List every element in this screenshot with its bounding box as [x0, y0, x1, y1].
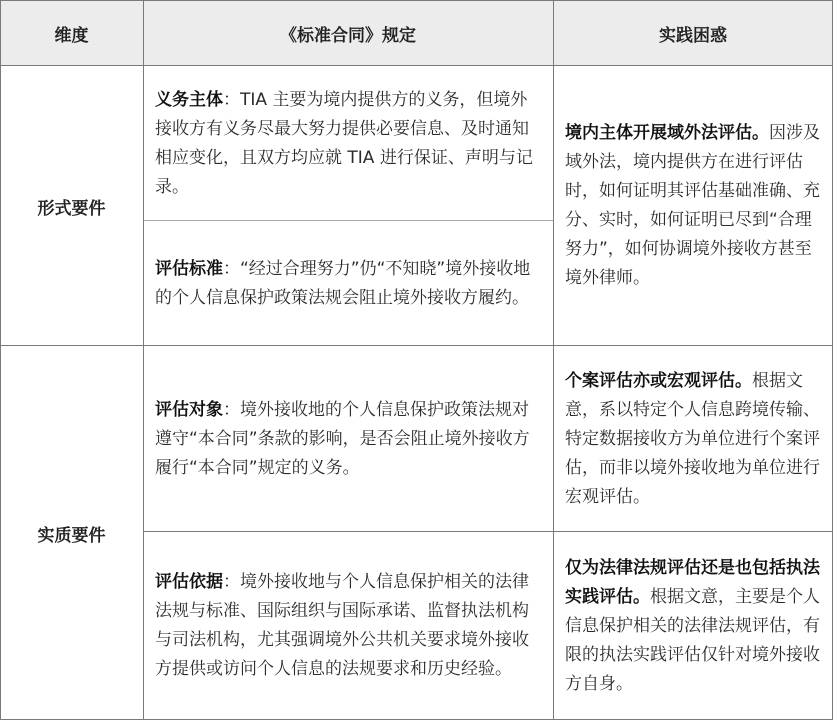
- term-separator: ：: [223, 572, 240, 592]
- law-vs-enforcement-text: 根据文意，主要是个人信息保护相关的法律法规评估，有限的执法实践评估仅针对境外接收方自身。: [565, 586, 820, 694]
- header-dimension: [0, 0, 143, 66]
- formal-practice-heading: 境内主体开展域外法评估。: [565, 123, 769, 143]
- case-vs-macro-text: 根据文意，系以特定个人信息跨境传输、特定数据接收方为单位进行个案评估，而非以境外接收地为单位进行宏观评估。: [565, 370, 820, 507]
- formal-practice-paragraph: [565, 119, 821, 293]
- formal-item-obligation-paragraph: [155, 86, 541, 202]
- border-formal-mid: [143, 220, 553, 221]
- substantive-item-basis-paragraph: [155, 568, 541, 684]
- border-formal-bottom: [0, 345, 833, 346]
- substantive-item-assessment-object: [143, 346, 553, 532]
- header-practice-confusion-label: 实践困惑: [659, 25, 727, 46]
- law-vs-enforcement-heading: 仅为法律法规评估还是也包括执法实践评估。: [565, 557, 820, 607]
- formal-item-standard-paragraph: [155, 255, 541, 313]
- case-vs-macro-heading: 个案评估亦或宏观评估。: [565, 370, 752, 391]
- border-substantive-mid: [143, 531, 833, 532]
- substantive-practice-case-vs-macro: [553, 346, 833, 532]
- term-assessment-standard: 评估标准: [155, 258, 223, 279]
- formal-practice-confusion: [553, 66, 833, 346]
- case-vs-macro-paragraph: [565, 367, 821, 512]
- assessment-standard-text: “经过合理努力”仍“不知晓”境外接收地的个人信息保护政策法规会阻止境外接收方履约。: [155, 258, 531, 308]
- assessment-object-text: 境外接收地的个人信息保护政策法规对遵守“本合同”条款的影响，是否会阻止境外接收方履行“本合同”规定的义务。: [155, 399, 530, 478]
- term-assessment-basis: 评估依据: [155, 572, 223, 592]
- border-header-bottom: [0, 65, 833, 66]
- assessment-basis-text: 境外接收地与个人信息保护相关的法律法规与标准、国际组织与国际承诺、监督执法机构与司法机构，尤其强调境外公共机关要求境外接收方提供或访问个人信息的法规要求和历史经验。: [155, 572, 529, 679]
- term-separator: ：: [223, 258, 240, 279]
- border-left: [0, 0, 1, 720]
- header-standard-contract-label: 《标准合同》规定: [280, 25, 416, 46]
- header-practice-confusion: [553, 0, 833, 66]
- formal-item-assessment-standard: [143, 221, 553, 346]
- row-label-formal-text: 形式要件: [37, 198, 106, 219]
- border-col-1: [143, 0, 144, 720]
- header-dimension-label: 维度: [54, 25, 89, 46]
- term-separator: ：: [223, 89, 240, 110]
- row-label-substantive-text: 实质要件: [37, 525, 106, 546]
- row-label-formal: [0, 66, 143, 346]
- row-label-substantive: [0, 346, 143, 720]
- term-obligation-subject: 义务主体: [155, 89, 223, 110]
- formal-practice-text: 因涉及域外法，境内提供方在进行评估时，如何证明其评估基础准确、充分、实时，如何证明已尽到“合理努力”，如何协调境外接收方甚至境外律师。: [565, 123, 820, 288]
- formal-item-obligation-subject: [143, 66, 553, 221]
- law-vs-enforcement-paragraph: [565, 554, 821, 699]
- obligation-subject-text: TIA 主要为境内提供方的义务，但境外接收方有义务尽最大努力提供必要信息、及时通知相应变化，且双方均应就 TIA 进行保证、声明与记录。: [155, 89, 533, 197]
- substantive-item-object-paragraph: [155, 396, 541, 483]
- border-top: [0, 0, 833, 1]
- term-assessment-object: 评估对象: [155, 399, 223, 420]
- substantive-item-assessment-basis: [143, 532, 553, 720]
- term-separator: ：: [223, 399, 240, 420]
- border-col-2: [553, 0, 554, 720]
- header-standard-contract: [143, 0, 553, 66]
- substantive-practice-law-vs-enforcement: [553, 532, 833, 720]
